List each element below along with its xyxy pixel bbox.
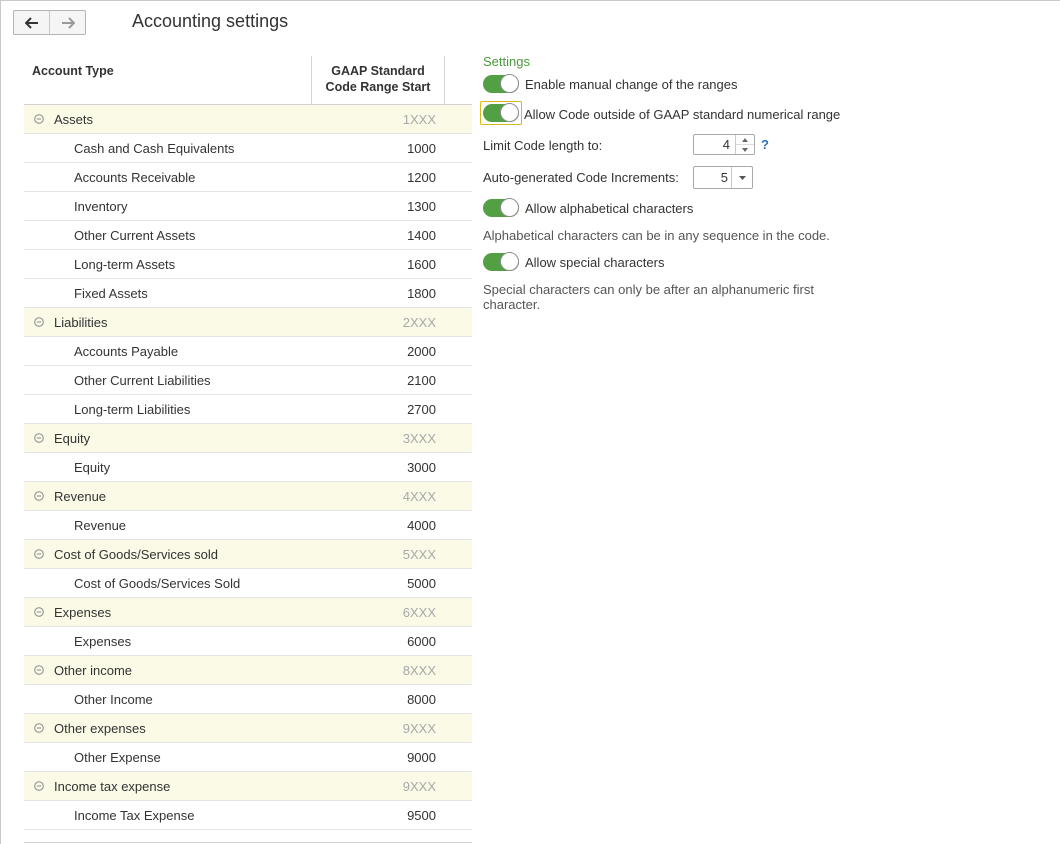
toggle-knob [500,198,519,217]
group-code: 1XXX [402,112,436,127]
account-code: 1400 [407,228,436,243]
increments-label: Auto-generated Code Increments: [483,170,679,185]
arrow-right-icon [61,17,75,29]
account-name: Inventory [74,199,128,214]
increments-select[interactable] [693,166,753,189]
account-name: Long-term Liabilities [74,402,191,417]
account-name: Revenue [74,518,127,533]
group-row[interactable] [24,656,472,685]
page-title: Accounting settings [132,11,289,31]
code-length-stepper[interactable] [693,134,755,155]
column-header-account-type[interactable]: Account Type [32,64,114,78]
table-row[interactable] [24,279,472,308]
code-length-label: Limit Code length to: [483,138,603,153]
account-code: 9500 [407,808,436,823]
collapse-icon[interactable] [34,317,44,327]
account-code: 6000 [407,634,436,649]
account-name: Accounts Receivable [74,170,196,185]
group-code: 2XXX [402,315,436,330]
account-code: 8000 [407,692,436,707]
table-row[interactable] [24,192,472,221]
group-name: Cost of Goods/Services sold [54,547,219,562]
table-row[interactable] [24,685,472,714]
account-name: Income Tax Expense [74,808,195,823]
stepper-down-button[interactable] [736,145,754,154]
toggle-knob [500,74,519,93]
alphabetical-label: Allow alphabetical characters [525,200,694,216]
navigation-buttons [13,10,86,35]
account-code: 2100 [407,373,436,388]
forward-button[interactable] [49,11,85,34]
toggle-knob [500,103,519,122]
account-name: Cash and Cash Equivalents [74,141,235,156]
account-name: Other Current Liabilities [74,373,211,388]
account-name: Other Expense [74,750,161,765]
group-row[interactable] [24,482,472,511]
account-types-table [24,56,472,843]
collapse-icon[interactable] [34,607,44,617]
account-code: 1000 [407,141,436,156]
column-header-code-line2: Code Range Start [325,80,431,94]
account-code: 2000 [407,344,436,359]
special-label: Allow special characters [525,254,665,270]
group-row[interactable] [24,772,472,801]
collapse-icon[interactable] [34,723,44,733]
window-top-border [0,0,1060,1]
collapse-icon[interactable] [34,665,44,675]
group-row[interactable] [24,714,472,743]
account-code: 1600 [407,257,436,272]
group-code: 9XXX [402,721,436,736]
group-name: Liabilities [54,315,108,330]
table-row[interactable] [24,627,472,656]
outside-range-label: Allow Code outside of GAAP standard numerical range [524,106,841,122]
collapse-icon[interactable] [34,781,44,791]
column-divider [444,56,445,104]
group-name: Equity [54,431,91,446]
collapse-icon[interactable] [34,114,44,124]
manual-ranges-toggle[interactable] [483,75,519,93]
group-code: 8XXX [402,663,436,678]
caret-down-icon [742,148,748,152]
chevron-down-icon [739,176,746,180]
account-name: Long-term Assets [74,257,176,272]
caret-up-icon [742,138,748,142]
special-toggle[interactable] [483,253,519,271]
arrow-left-icon [25,17,39,29]
focus-outline [480,101,522,125]
account-code: 1800 [407,286,436,301]
dropdown-button[interactable] [731,167,752,188]
group-name: Other income [54,663,133,678]
collapse-icon[interactable] [34,433,44,443]
group-row[interactable] [24,540,472,569]
group-code: 5XXX [402,547,436,562]
table-header [24,56,472,105]
back-button[interactable] [14,11,49,34]
group-name: Other expenses [54,721,146,736]
table-row[interactable] [24,801,472,830]
special-hint: Special characters can only be after an alphanumeric first character. [483,282,814,312]
account-code: 3000 [407,460,436,475]
code-length-value: 4 [722,137,730,152]
toggle-knob [500,252,519,271]
window-left-border [0,0,1,844]
table-row[interactable] [24,511,472,540]
group-name: Income tax expense [54,779,171,794]
group-name: Expenses [54,605,112,620]
column-header-code-range[interactable] [312,63,444,95]
column-header-code-line1: GAAP Standard [331,64,425,78]
table-row[interactable] [24,134,472,163]
account-name: Cost of Goods/Services Sold [74,576,241,591]
help-link[interactable]: ? [761,137,769,152]
group-name: Revenue [54,489,107,504]
alphabetical-hint: Alphabetical characters can be in any sequence in the code. [483,228,830,243]
group-code: 4XXX [402,489,436,504]
collapse-icon[interactable] [34,491,44,501]
group-row[interactable] [24,424,472,453]
account-code: 1200 [407,170,436,185]
account-name: Expenses [74,634,132,649]
table-row[interactable] [24,743,472,772]
account-name: Other Current Assets [74,228,196,243]
account-name: Other Income [74,692,153,707]
table-row[interactable] [24,163,472,192]
group-code: 9XXX [402,779,436,794]
outside-range-toggle[interactable] [483,104,519,122]
increments-value: 5 [720,170,728,185]
account-code: 9000 [407,750,436,765]
collapse-icon[interactable] [34,549,44,559]
account-code: 4000 [407,518,436,533]
group-name: Assets [54,112,94,127]
table-row[interactable] [24,221,472,250]
group-row[interactable] [24,308,472,337]
alphabetical-toggle[interactable] [483,199,519,217]
group-code: 6XXX [402,605,436,620]
table-row[interactable] [24,395,472,424]
table-row[interactable] [24,250,472,279]
account-name: Accounts Payable [74,344,179,359]
table-row[interactable] [24,453,472,482]
table-body [24,105,472,830]
group-row[interactable] [24,598,472,627]
account-name: Fixed Assets [74,286,148,301]
account-code: 2700 [407,402,436,417]
stepper-up-button[interactable] [736,135,754,145]
group-row[interactable] [24,105,472,134]
settings-header: Settings [483,54,530,69]
table-bottom-border [24,842,472,843]
table-row[interactable] [24,569,472,598]
account-code: 5000 [407,576,436,591]
stepper-buttons [735,135,754,154]
table-row[interactable] [24,366,472,395]
manual-ranges-setting [483,73,738,95]
manual-ranges-label: Enable manual change of the ranges [525,76,738,92]
account-name: Equity [74,460,111,475]
special-setting [483,251,664,273]
alphabetical-setting [483,197,693,219]
outside-range-setting [483,103,840,125]
account-code: 1300 [407,199,436,214]
group-code: 3XXX [402,431,436,446]
table-row[interactable] [24,337,472,366]
